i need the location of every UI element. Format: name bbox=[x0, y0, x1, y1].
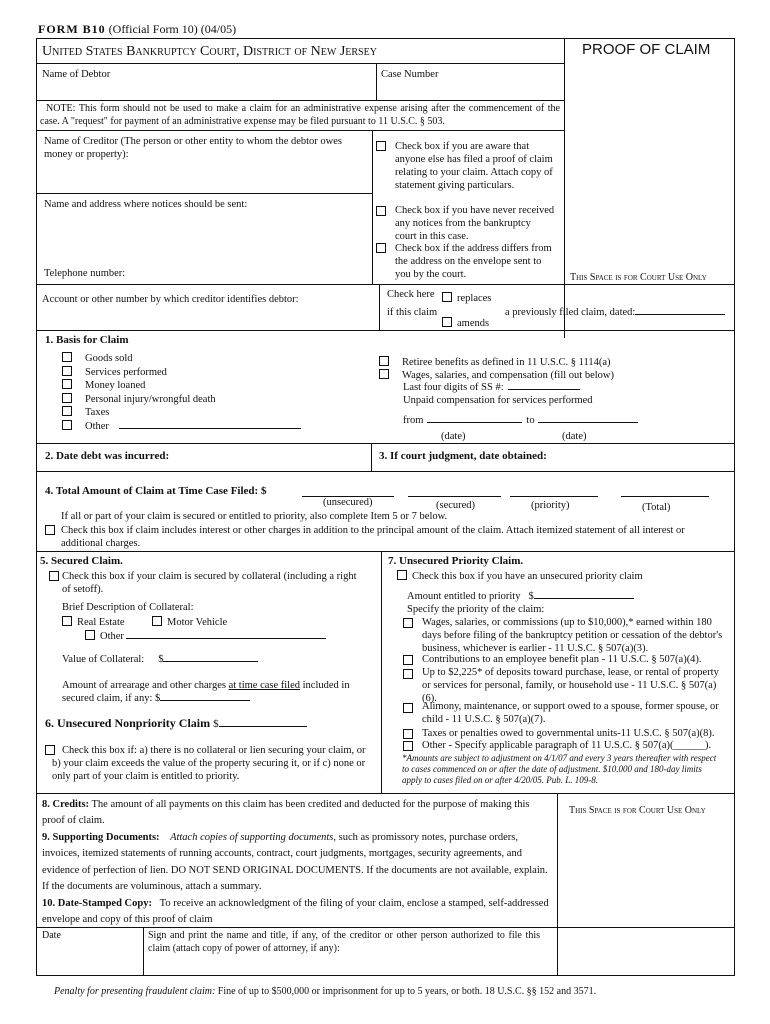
priority-amount-field[interactable] bbox=[510, 496, 598, 497]
telephone-label: Telephone number: bbox=[44, 268, 126, 279]
total-note: If all or part of your claim is secured or entitled to priority, also complete Item 5 or 7 below. bbox=[61, 511, 448, 522]
priority-heading: 7. Unsecured Priority Claim. bbox=[388, 555, 524, 567]
nonpriority-heading-row bbox=[45, 716, 307, 732]
previously-filed-text: a previously filed claim, dated: bbox=[505, 307, 636, 318]
case-number-label: Case Number bbox=[381, 69, 439, 80]
arrearage-pre: Amount of arrearage and other charges bbox=[62, 680, 229, 691]
ss-row bbox=[403, 381, 580, 394]
checkbox-taxes[interactable] bbox=[62, 406, 72, 416]
rule bbox=[376, 63, 377, 100]
date-stamped-label: 10. Date-Stamped Copy: bbox=[42, 898, 152, 909]
secured-heading: 5. Secured Claim. bbox=[40, 555, 123, 567]
checkbox-interest[interactable] bbox=[45, 525, 55, 535]
rule bbox=[36, 193, 373, 194]
total-amount-field[interactable] bbox=[621, 496, 709, 497]
penalty-text bbox=[54, 986, 596, 999]
priority-caption: (priority) bbox=[531, 500, 570, 511]
rule bbox=[36, 130, 565, 131]
unsecured-caption: (unsecured) bbox=[323, 497, 373, 508]
basis-heading: 1. Basis for Claim bbox=[45, 334, 129, 346]
collateral-other-row bbox=[85, 630, 326, 643]
checkbox-goods-sold[interactable] bbox=[62, 352, 72, 362]
checkbox-priority-taxes[interactable] bbox=[403, 729, 413, 739]
rule bbox=[36, 330, 735, 331]
priority-specify-label: Specify the priority of the claim: bbox=[407, 604, 545, 615]
basis-item-label: Goods sold bbox=[85, 353, 133, 364]
priority-cb-row bbox=[403, 669, 418, 682]
penalty-body: Fine of up to $500,000 or imprisonment for up to 5 years, or both. 18 U.S.C. §§ 152 and 3571. bbox=[217, 986, 597, 997]
rule bbox=[36, 551, 735, 552]
retiree-row bbox=[379, 356, 611, 369]
replaces-label: replaces bbox=[457, 293, 492, 304]
proof-of-claim-title: PROOF OF CLAIM bbox=[582, 41, 711, 58]
arrearage-text bbox=[62, 679, 362, 705]
priority-item-benefit-plan: Contributions to an employee benefit plan - 11 U.S.C. § 507(a)(4). bbox=[422, 654, 702, 665]
checkbox-priority-benefit-plan[interactable] bbox=[403, 655, 413, 665]
secured-check-text: Check this box if your claim is secured by collateral (including a right of setoff). bbox=[62, 571, 357, 596]
basis-goods-row bbox=[62, 352, 133, 365]
checkbox-never-row bbox=[376, 206, 391, 219]
rule bbox=[36, 100, 565, 101]
penalty-label: Penalty for presenting fraudulent claim: bbox=[54, 986, 216, 997]
checkbox-money-loaned[interactable] bbox=[62, 379, 72, 389]
credits-text bbox=[42, 797, 552, 830]
note-text: NOTE: This form should not be used to make a claim for an administrative expense arising after the commencement of the case. A "request" for payment of an administrative expense may be filed pursuant to 11 U.S.C. § 503. bbox=[40, 103, 560, 127]
real-estate-label: Real Estate bbox=[77, 617, 125, 628]
unpaid-label: Unpaid compensation for services performed bbox=[403, 395, 593, 406]
basis-item-label: Taxes bbox=[85, 407, 110, 418]
basis-injury-row bbox=[62, 393, 216, 406]
supporting-docs-text bbox=[42, 830, 552, 895]
basis-services-row bbox=[62, 366, 167, 379]
rule bbox=[557, 927, 558, 976]
wages-label: Wages, salaries, and compensation (fill out below) bbox=[402, 370, 615, 381]
from-to-row bbox=[403, 414, 638, 427]
checkbox-priority[interactable] bbox=[397, 570, 407, 580]
basis-taxes-row bbox=[62, 406, 109, 419]
arrearage-field[interactable] bbox=[160, 700, 250, 701]
checkbox-never-received[interactable] bbox=[376, 206, 386, 216]
nonpriority-amount-field[interactable] bbox=[219, 726, 307, 727]
rule bbox=[379, 284, 380, 330]
priority-amount-row bbox=[407, 590, 634, 603]
priority-item-taxes: Taxes or penalties owed to governmental units-11 U.S.C. § 507(a)(8). bbox=[422, 728, 715, 739]
debtor-name-label: Name of Debtor bbox=[42, 69, 111, 80]
arrearage-post: included in secured claim, if any: bbox=[62, 680, 350, 705]
checkbox-secured[interactable] bbox=[49, 571, 59, 581]
basis-money-row bbox=[62, 379, 145, 392]
total-caption: (Total) bbox=[642, 502, 671, 513]
motor-vehicle-row bbox=[152, 616, 227, 629]
priority-item-alimony: Alimony, maintenance, or support owed to a spouse, former spouse, or child - 11 U.S.C. § 507(a)(7). bbox=[422, 701, 719, 726]
secured-amount-field[interactable] bbox=[408, 496, 501, 497]
checkbox-aware-row bbox=[376, 141, 391, 154]
credits-body: The amount of all payments on this claim has been credited and deducted for the purpose of making this proof of claim. bbox=[42, 799, 530, 827]
total-heading-text: 4. Total Amount of Claim at Time Case Filed: bbox=[45, 485, 259, 497]
checkbox-aware[interactable] bbox=[376, 141, 386, 151]
supporting-docs-italic: Attach copies of supporting documents, bbox=[170, 832, 337, 843]
motor-vehicle-label: Motor Vehicle bbox=[167, 617, 228, 628]
checkbox-collateral-other[interactable] bbox=[85, 630, 95, 640]
priority-amount-label: Amount entitled to priority bbox=[407, 591, 521, 602]
creditor-name-label: Name of Creditor (The person or other entity to whom the debtor owes money or property): bbox=[44, 136, 343, 161]
replaces-row bbox=[442, 292, 491, 305]
rule bbox=[371, 443, 372, 471]
court-use-label-bottom: This Space is for Court Use Only bbox=[569, 805, 706, 816]
rule bbox=[36, 63, 565, 64]
checkbox-address-differs[interactable] bbox=[376, 243, 386, 253]
priority-item-deposits: Up to $2,225* of deposits toward purchase, lease, or rental of property or services for personal, family, or household use - 11 U.S.C. § 507(a)(6). bbox=[422, 667, 719, 705]
check-address-text: Check box if the address differs from the address on the envelope sent to you by the court. bbox=[395, 243, 552, 281]
from-date-field[interactable] bbox=[427, 422, 522, 423]
check-aware-text: Check box if you are aware that anyone else has filed a proof of claim relating to your claim. Attach copy of statement giving particulars. bbox=[395, 141, 553, 192]
collateral-other-field[interactable] bbox=[126, 638, 326, 639]
priority-footnote: *Amounts are subject to adjustment on 4/1/07 and every 3 years thereafter with respect to cases commenced on or after the date of adjustment. $10.000 and 180-day limits apply to cases filed on or after 4/20/05. Pub. L. 109-8. bbox=[402, 753, 717, 785]
collateral-value-field[interactable] bbox=[163, 661, 258, 662]
interest-check-text: Check this box if claim includes interest or other charges in addition to the principal amount of the claim. Attach itemized statement of all interest or additional charges. bbox=[61, 525, 685, 550]
collateral-value-row bbox=[62, 653, 258, 666]
ss-field[interactable] bbox=[508, 389, 580, 390]
checkbox-other[interactable] bbox=[62, 420, 72, 430]
ss-label: Last four digits of SS #: bbox=[403, 382, 504, 393]
from-date-caption: (date) bbox=[441, 431, 466, 442]
retiree-label: Retiree benefits as defined in 11 U.S.C. § 1114(a) bbox=[402, 357, 611, 368]
to-label: to bbox=[526, 415, 535, 426]
nonpriority-dollar: $ bbox=[213, 718, 219, 730]
rule bbox=[36, 471, 735, 472]
to-date-caption: (date) bbox=[562, 431, 587, 442]
arrearage-dollar: $ bbox=[155, 693, 161, 705]
checkbox-amends[interactable] bbox=[442, 317, 452, 327]
judgment-date-label: 3. If court judgment, date obtained: bbox=[379, 450, 547, 462]
basis-item-label: Money loaned bbox=[85, 380, 146, 391]
rule bbox=[557, 793, 558, 927]
priority-item-wages: Wages, salaries, or commissions (up to $10,000),* earned within 180 days before filing of the bankruptcy petition or cessation of the debtor's business, whichever is earlier - 11 U.S.C. § 507(a)(3). bbox=[422, 617, 723, 655]
checkbox-priority-wages[interactable] bbox=[403, 618, 413, 628]
checkbox-priority-alimony[interactable] bbox=[403, 703, 413, 713]
basis-item-label: Services performed bbox=[85, 367, 167, 378]
form-id: FORM B10 bbox=[38, 22, 106, 36]
date-stamped-body: To receive an acknowledgment of the filing of your claim, enclose a stamped, self-addressed envelope and copy of this proof of claim bbox=[42, 898, 549, 926]
basis-other-row bbox=[62, 420, 301, 433]
check-never-text: Check box if you have never received any notices from the bankruptcy court in this case. bbox=[395, 205, 555, 243]
other-basis-field[interactable] bbox=[119, 428, 301, 429]
supporting-docs-label: 9. Supporting Documents: bbox=[42, 832, 160, 843]
total-heading bbox=[45, 485, 266, 499]
real-estate-row bbox=[62, 616, 125, 629]
supporting-docs-body: such as promissory notes, purchase orders, invoices, itemized statements of running accounts, contract, court judgments, mortgages, security agreements, and evidence of perfection of lien. DO NOT SEND ORIGINAL DOCUMENTS. If the documents are not available, explain. If the documents are voluminous, attach a summary. bbox=[42, 832, 548, 892]
collateral-value-label: Value of Collateral: bbox=[62, 654, 145, 665]
signature-instructions: Sign and print the name and title, if any, of the creditor or other person authorized to file this claim (attach copy of power of attorney, if any): bbox=[148, 930, 540, 954]
checkbox-personal-injury[interactable] bbox=[62, 393, 72, 403]
basis-item-label: Other bbox=[85, 421, 109, 432]
arrearage-underlined: at time case filed bbox=[228, 680, 301, 691]
address-label: Name and address where notices should be sent: bbox=[44, 199, 248, 210]
previously-filed-label bbox=[505, 306, 725, 319]
checkbox-replaces[interactable] bbox=[442, 292, 452, 302]
checkbox-services-performed[interactable] bbox=[62, 366, 72, 376]
rule bbox=[36, 927, 735, 928]
form-ref: (Official Form 10) (04/05) bbox=[108, 22, 237, 36]
court-use-label: This Space is for Court Use Only bbox=[570, 272, 707, 283]
checkbox-priority-other[interactable] bbox=[403, 741, 413, 751]
collateral-brief-label: Brief Description of Collateral: bbox=[62, 602, 194, 613]
collateral-dollar: $ bbox=[158, 654, 164, 665]
to-date-field[interactable] bbox=[538, 422, 638, 423]
title-divider bbox=[564, 38, 565, 338]
rule bbox=[36, 284, 735, 285]
credits-label: 8. Credits: bbox=[42, 799, 90, 810]
rule bbox=[381, 551, 382, 793]
checkbox-wages[interactable] bbox=[379, 369, 389, 379]
basis-item-label: Personal injury/wrongful death bbox=[85, 394, 216, 405]
priority-amount-entitled-field[interactable] bbox=[534, 598, 634, 599]
check-here-label: Check here bbox=[387, 289, 435, 300]
previously-filed-date-field[interactable] bbox=[635, 314, 725, 315]
checkbox-motor-vehicle[interactable] bbox=[152, 616, 162, 626]
priority-cb-row bbox=[403, 703, 418, 716]
priority-item-other: Other - Specify applicable paragraph of 11 U.S.C. § 507(a)(______). bbox=[422, 740, 712, 751]
interest-check-box bbox=[45, 525, 60, 538]
date-incurred-label: 2. Date debt was incurred: bbox=[45, 450, 170, 462]
rule bbox=[36, 443, 735, 444]
rule bbox=[372, 130, 373, 284]
date-label: Date bbox=[42, 930, 61, 941]
secured-caption: (secured) bbox=[436, 500, 476, 511]
priority-cb-row bbox=[403, 655, 418, 668]
priority-cb-row bbox=[403, 618, 418, 631]
checkbox-priority-deposits[interactable] bbox=[403, 669, 413, 679]
amends-label: amends bbox=[457, 318, 490, 329]
priority-check-label: Check this box if you have an unsecured priority claim bbox=[412, 571, 643, 582]
court-title: United States Bankruptcy Court, District of New Jersey bbox=[42, 44, 377, 59]
total-dollar: $ bbox=[260, 485, 267, 497]
priority-check-row bbox=[397, 570, 643, 583]
from-label: from bbox=[403, 415, 424, 426]
checkbox-address-row bbox=[376, 243, 391, 256]
if-this-claim-label: if this claim bbox=[387, 307, 438, 318]
collateral-other-label: Other bbox=[100, 631, 124, 642]
nonpriority-heading: 6. Unsecured Nonpriority Claim bbox=[45, 716, 211, 730]
nonpriority-check-text: Check this box if: a) there is no collateral or lien securing your claim, or b) your claim exceeds the value of the property securing it, or if c) none or only part of your claim is entitled to priority. bbox=[52, 745, 366, 783]
rule bbox=[36, 793, 735, 794]
account-label: Account or other number by which creditor identifies debtor: bbox=[42, 294, 299, 305]
checkbox-retiree-benefits[interactable] bbox=[379, 356, 389, 366]
rule bbox=[143, 927, 144, 976]
amends-row bbox=[442, 317, 489, 330]
date-stamped-text bbox=[42, 896, 552, 929]
form-header bbox=[38, 22, 236, 37]
checkbox-real-estate[interactable] bbox=[62, 616, 72, 626]
priority-dollar: $ bbox=[528, 591, 534, 602]
